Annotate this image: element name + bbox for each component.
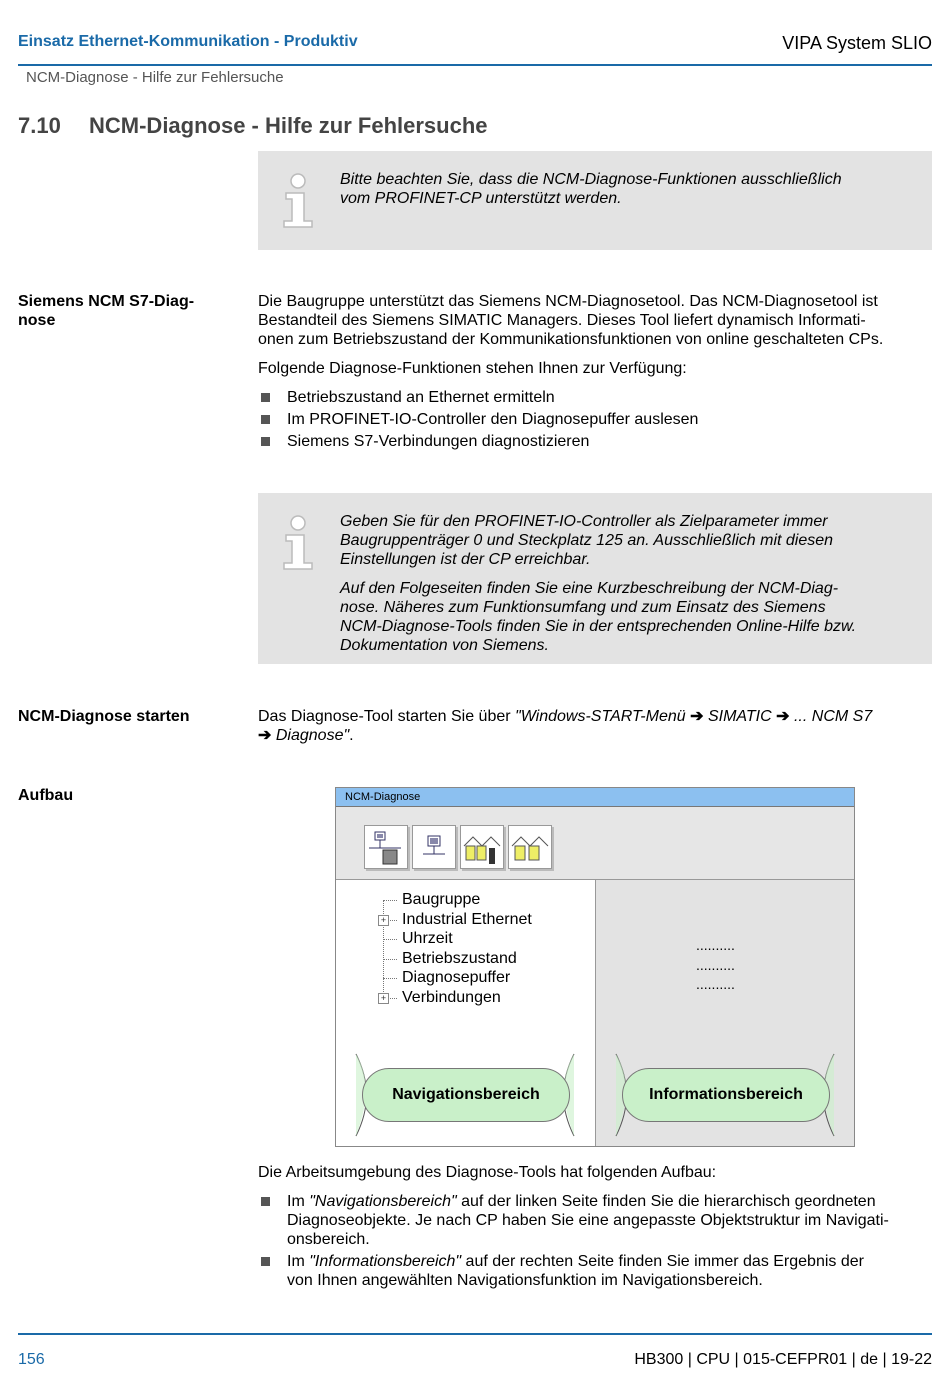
list-item: Betriebszustand an Ethernet ermitteln xyxy=(258,388,932,407)
tree-item: Baugruppe xyxy=(376,890,532,910)
network-node-icon xyxy=(412,825,456,869)
info-placeholder: .......... .......... .......... xyxy=(696,937,735,992)
side-heading-aufbau: Aufbau xyxy=(18,787,74,804)
info-icon xyxy=(280,513,320,573)
information-pane xyxy=(596,880,854,1146)
start-body: Das Diagnose-Tool starten Sie über "Windows-START-Menü ➔ SIMATIC ➔ ... NCM S7 ➔ Diagnose". xyxy=(258,708,873,744)
toolbar xyxy=(336,807,854,880)
note-paragraph: Auf den Folgeseiten finden Sie eine Kurzbeschreibung der NCM-Diag- nose. Näheres zum Funktionsumfang und zum Einsatz des Siemens NCM-Diagnose-Tools finden Sie in der entsprechenden Online-Hilfe bzw. Dokumentation von Siemens. xyxy=(340,580,857,654)
page-number: 156 xyxy=(18,1351,45,1368)
diagnose-function-list xyxy=(258,388,932,451)
navigation-area-label: Navigationsbereich xyxy=(362,1068,570,1122)
tree-item: Diagnosepuffer xyxy=(376,968,532,988)
document-id: HB300 | CPU | 015-CEFPR01 | de | 19-22 xyxy=(634,1351,932,1368)
aufbau-lead: Die Arbeitsumgebung des Diagnose-Tools hat folgenden Aufbau: xyxy=(258,1164,717,1181)
list-item: Im "Navigationsbereich" auf der linken Seite finden Sie die hierarchisch geordneten Diagnoseobjekte. Je nach CP haben Sie eine angepasste Objektstruktur im Navigati- onsbereich. xyxy=(258,1192,932,1249)
expand-icon: + xyxy=(378,915,389,926)
list-item: Siemens S7-Verbindungen diagnostizieren xyxy=(258,432,932,451)
note-box-profinet-cp xyxy=(258,151,932,250)
list-item: Im "Informationsbereich" auf der rechten Seite finden Sie immer das Ergebnis der von Ihnen angewählten Navigationsfunktion im Navigationsbereich. xyxy=(258,1252,932,1290)
aufbau-body xyxy=(258,1163,932,1293)
tree-item: Betriebszustand xyxy=(376,949,532,969)
tree-item: + Industrial Ethernet xyxy=(376,910,532,930)
side-heading-siemens: Siemens NCM S7-Diag- nose xyxy=(18,293,195,329)
section-title: NCM-Diagnose - Hilfe zur Fehlersuche xyxy=(89,113,488,138)
siemens-body xyxy=(258,292,932,454)
header-divider xyxy=(18,64,932,66)
side-heading-start: NCM-Diagnose starten xyxy=(18,708,190,725)
section-heading xyxy=(18,113,488,139)
siemens-intro: Die Baugruppe unterstützt das Siemens NCM-Diagnosetool. Das NCM-Diagnosetool ist Bestandteil des Siemens SIMATIC Managers. Dieses Tool liefert dynamisch Informati- onen zum Betriebszustand der Kommunikationsfunktionen von online geschalteten CPs. xyxy=(258,293,884,348)
note-paragraph: Geben Sie für den PROFINET-IO-Controller als Zielparameter immer Baugruppenträger 0 und Steckplatz 125 an. Ausschließlich mit diesen Einstellungen ist der CP erreichbar. xyxy=(340,513,834,568)
note-box-zielparameter xyxy=(258,493,932,664)
tree-item: + Verbindungen xyxy=(376,988,532,1008)
siemens-lead: Folgende Diagnose-Funktionen stehen Ihnen zur Verfügung: xyxy=(258,360,687,377)
tree-item: Uhrzeit xyxy=(376,929,532,949)
ncm-diagnose-window-figure xyxy=(335,787,855,1147)
note-text: Bitte beachten Sie, dass die NCM-Diagnose-Funktionen ausschließlich vom PROFINET-CP unterstützt werden. xyxy=(340,171,842,207)
station-icon xyxy=(460,825,504,869)
station-group-icon xyxy=(508,825,552,869)
aufbau-list xyxy=(258,1192,932,1290)
expand-icon: + xyxy=(378,993,389,1004)
info-icon xyxy=(280,171,320,231)
navigation-pane xyxy=(336,880,596,1146)
chapter-title: Einsatz Ethernet-Kommunikation - Produktiv xyxy=(18,33,358,50)
navigation-tree xyxy=(376,890,532,1008)
window-title-bar: NCM-Diagnose xyxy=(336,788,854,807)
running-subtitle: NCM-Diagnose - Hilfe zur Fehlersuche xyxy=(26,69,284,86)
footer-divider xyxy=(18,1333,932,1335)
information-area-label: Informationsbereich xyxy=(622,1068,830,1122)
module-icon xyxy=(364,825,408,869)
list-item: Im PROFINET-IO-Controller den Diagnosepuffer auslesen xyxy=(258,410,932,429)
product-name: VIPA System SLIO xyxy=(782,33,932,53)
section-number: 7.10 xyxy=(18,113,61,138)
